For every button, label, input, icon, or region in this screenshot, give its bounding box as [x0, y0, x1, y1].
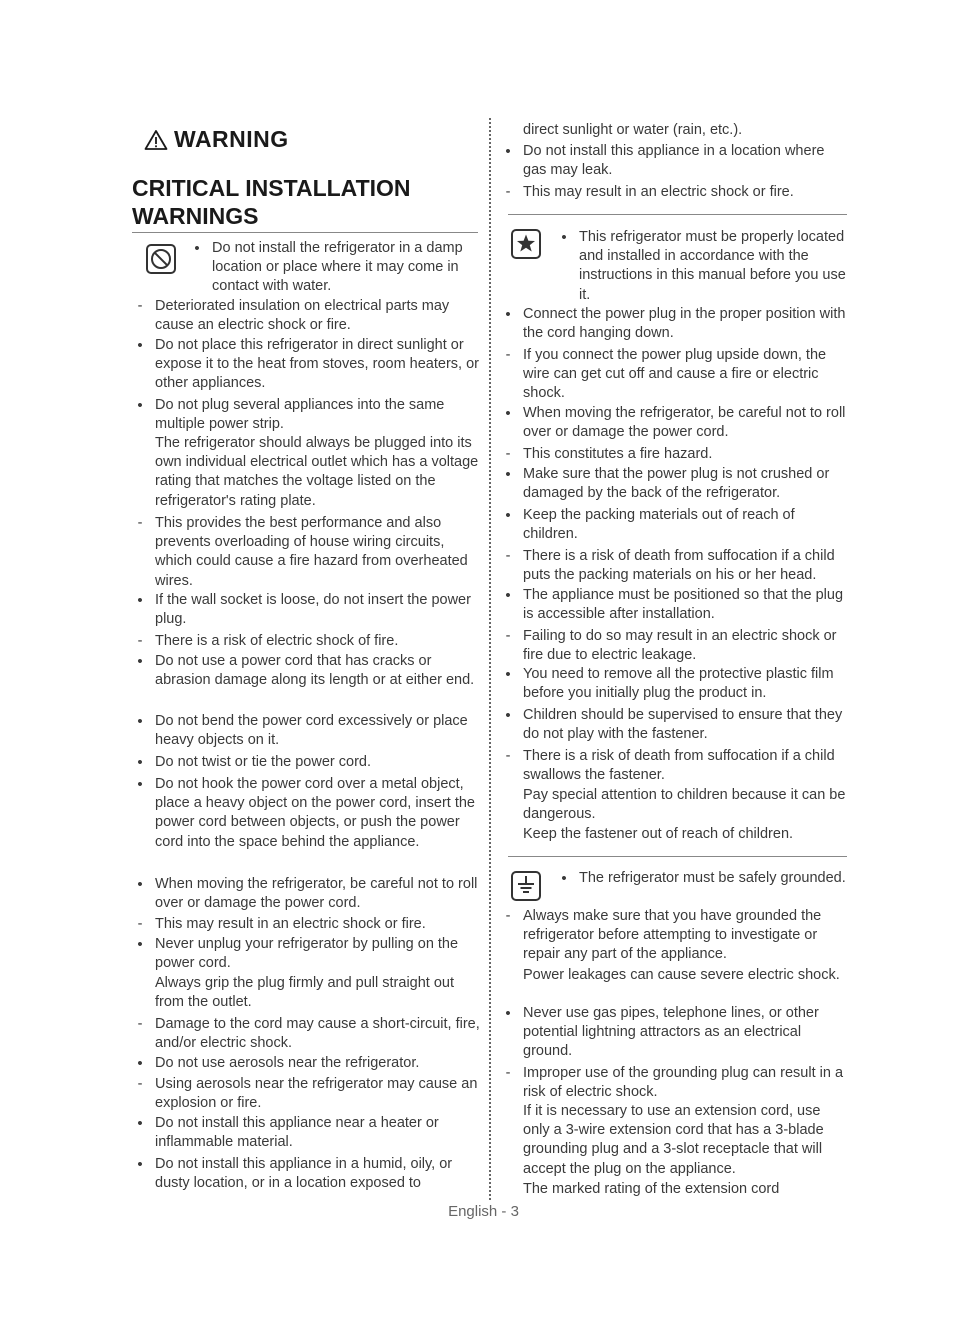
- list-item: If it is necessary to use an extension cord, use only a 3-wire extension cord that has a 3-blade grounding plug and a 3-slot receptacle that will accept the plug on the appliance.: [523, 1103, 824, 1177]
- bullet-marker: [133, 591, 147, 611]
- bullet-marker: [133, 396, 147, 416]
- bullet-marker: [133, 875, 147, 895]
- list-item: • You need to remove all the protective plastic film before you initially plug the product in.: [523, 665, 848, 703]
- bullet-marker: [133, 1114, 147, 1134]
- dash-marker: [133, 297, 147, 316]
- bullet-marker: [501, 404, 515, 424]
- list-item: • If the wall socket is loose, do not insert the power plug.: [155, 591, 480, 629]
- list-item: • Children should be supervised to ensure that they do not play with the fastener.: [523, 706, 848, 744]
- list-item: • Do not use aerosols near the refrigerator.: [155, 1054, 480, 1073]
- bullet-marker: [501, 465, 515, 485]
- dash-marker: [501, 547, 515, 566]
- bullet-marker: [501, 706, 515, 726]
- list-item: • Connect the power plug in the proper position with the cord hanging down.: [523, 305, 848, 343]
- dash-marker: [501, 445, 515, 464]
- list-item: - Using aerosols near the refrigerator may cause an explosion or fire.: [155, 1075, 480, 1113]
- dash-marker: [501, 747, 515, 766]
- list-item: Always grip the plug firmly and pull straight out from the outlet.: [155, 975, 455, 1011]
- list-item: - Deteriorated insulation on electrical parts may cause an electric shock or fire.: [155, 297, 480, 335]
- list-item: • Do not install this appliance in a humid, oily, or dusty location, or in a location exposed to: [155, 1155, 480, 1193]
- bullet-marker: [557, 869, 571, 889]
- dash-marker: [133, 632, 147, 651]
- warning-label: WARNING: [174, 126, 289, 152]
- bullet-marker: [133, 753, 147, 773]
- dash-marker: [501, 627, 515, 646]
- dash-marker: [133, 915, 147, 934]
- list-item: • Do not hook the power cord over a metal object, place a heavy object on the power cord, insert the power cord between objects, or push the power cord into the space behind the appliance.: [155, 775, 480, 852]
- list-item: - Failing to do so may result in an electric shock or fire due to electric leakage.: [523, 627, 848, 665]
- dash-marker: [501, 907, 515, 926]
- dash-marker: [133, 1075, 147, 1094]
- list-item: • Do not install this appliance in a location where gas may leak.: [523, 142, 848, 180]
- right-rule-2: [508, 856, 847, 857]
- list-item: - Always make sure that you have grounded the refrigerator before attempting to investigate or repair any part of the appliance.: [523, 907, 848, 965]
- list-item: - This may result in an electric shock or fire.: [155, 915, 480, 934]
- list-item: - There is a risk of death from suffocation if a child puts the packing materials on his or her head.: [523, 547, 848, 585]
- dash-marker: [501, 346, 515, 365]
- list-item: - This provides the best performance and also prevents overloading of house wiring circuits, which could cause a fire hazard from overheated wires.: [155, 514, 480, 591]
- list-item: • Do not install this appliance near a heater or inflammable material.: [155, 1114, 480, 1152]
- list-item: • Do not use a power cord that has cracks or abrasion damage along its length or at either end.: [155, 652, 480, 690]
- list-item: • Do not twist or tie the power cord.: [155, 753, 480, 772]
- list-item: Pay special attention to children because it can be dangerous.: [523, 787, 846, 823]
- list-item: - Improper use of the grounding plug can result in a risk of electric shock.: [523, 1064, 848, 1102]
- list-item: - This may result in an electric shock or fire.: [523, 183, 848, 202]
- section-title: CRITICAL INSTALLATION WARNINGS: [132, 175, 411, 229]
- list-item: - This constitutes a fire hazard.: [523, 445, 848, 464]
- section-title-rule: [132, 232, 478, 233]
- list-item: • Do not bend the power cord excessively or place heavy objects on it.: [155, 712, 480, 750]
- list-item: • Keep the packing materials out of reach of children.: [523, 506, 848, 544]
- right-rule-1: [508, 214, 847, 215]
- bullet-marker: [501, 665, 515, 685]
- warning-heading: [144, 126, 289, 153]
- list-item: Keep the fastener out of reach of children.: [523, 826, 794, 842]
- column-divider: [489, 118, 491, 1200]
- list-item: • Do not plug several appliances into the same multiple power strip.: [155, 396, 480, 434]
- list-item: • This refrigerator must be properly located and installed in accordance with the instructions in this manual before you use it.: [579, 228, 848, 305]
- list-item: • Never unplug your refrigerator by pulling on the power cord.: [155, 935, 480, 973]
- list-item: • Do not install the refrigerator in a damp location or place where it may come in contact with water.: [212, 239, 480, 297]
- bullet-marker: [501, 305, 515, 325]
- bullet-marker: [501, 586, 515, 606]
- prohibited-icon: [145, 243, 177, 280]
- list-item: • Make sure that the power plug is not crushed or damaged by the back of the refrigerator.: [523, 465, 848, 503]
- bullet-marker: [501, 142, 515, 162]
- bullet-marker: [557, 228, 571, 248]
- list-item: • When moving the refrigerator, be careful not to roll over or damage the power cord.: [523, 404, 848, 442]
- list-item: - If you connect the power plug upside down, the wire can get cut off and cause a fire or electric shock.: [523, 346, 848, 404]
- list-item: Power leakages can cause severe electric shock.: [523, 967, 840, 983]
- list-item: • Do not place this refrigerator in direct sunlight or expose it to the heat from stoves, room heaters, or other appliances.: [155, 336, 480, 394]
- dash-marker: [501, 183, 515, 202]
- bullet-marker: [133, 1054, 147, 1074]
- list-item: direct sunlight or water (rain, etc.).: [523, 122, 743, 138]
- dash-marker: [133, 1015, 147, 1034]
- bullet-marker: [133, 1155, 147, 1175]
- bullet-marker: [133, 712, 147, 732]
- warning-triangle-icon: [144, 129, 168, 151]
- bullet-marker: [133, 935, 147, 955]
- list-item: - There is a risk of death from suffocation if a child swallows the fastener.: [523, 747, 848, 785]
- bullet-marker: [190, 239, 204, 259]
- dash-marker: [501, 1064, 515, 1083]
- list-item: • When moving the refrigerator, be careful not to roll over or damage the power cord.: [155, 875, 480, 913]
- list-item: • Never use gas pipes, telephone lines, or other potential lightning attractors as an electrical ground.: [523, 1004, 848, 1062]
- bullet-marker: [133, 336, 147, 356]
- list-item: • The appliance must be positioned so that the plug is accessible after installation.: [523, 586, 848, 624]
- bullet-marker: [501, 1004, 515, 1024]
- list-item: The marked rating of the extension cord: [523, 1181, 780, 1197]
- bullet-marker: [501, 506, 515, 526]
- list-item: - There is a risk of electric shock of fire.: [155, 632, 480, 651]
- list-item: • The refrigerator must be safely grounded.: [579, 869, 848, 888]
- star-in-box-icon: [510, 228, 542, 265]
- bullet-marker: [133, 775, 147, 795]
- ground-icon: [510, 870, 542, 907]
- list-item: The refrigerator should always be plugged into its own individual electrical outlet which has a voltage rating that matches the voltage listed on the refrigerator's rating plate.: [155, 435, 479, 509]
- dash-marker: [133, 514, 147, 533]
- list-item: - Damage to the cord may cause a short-circuit, fire, and/or electric shock.: [155, 1015, 480, 1053]
- page-number: English - 3: [448, 1203, 519, 1220]
- bullet-marker: [133, 652, 147, 672]
